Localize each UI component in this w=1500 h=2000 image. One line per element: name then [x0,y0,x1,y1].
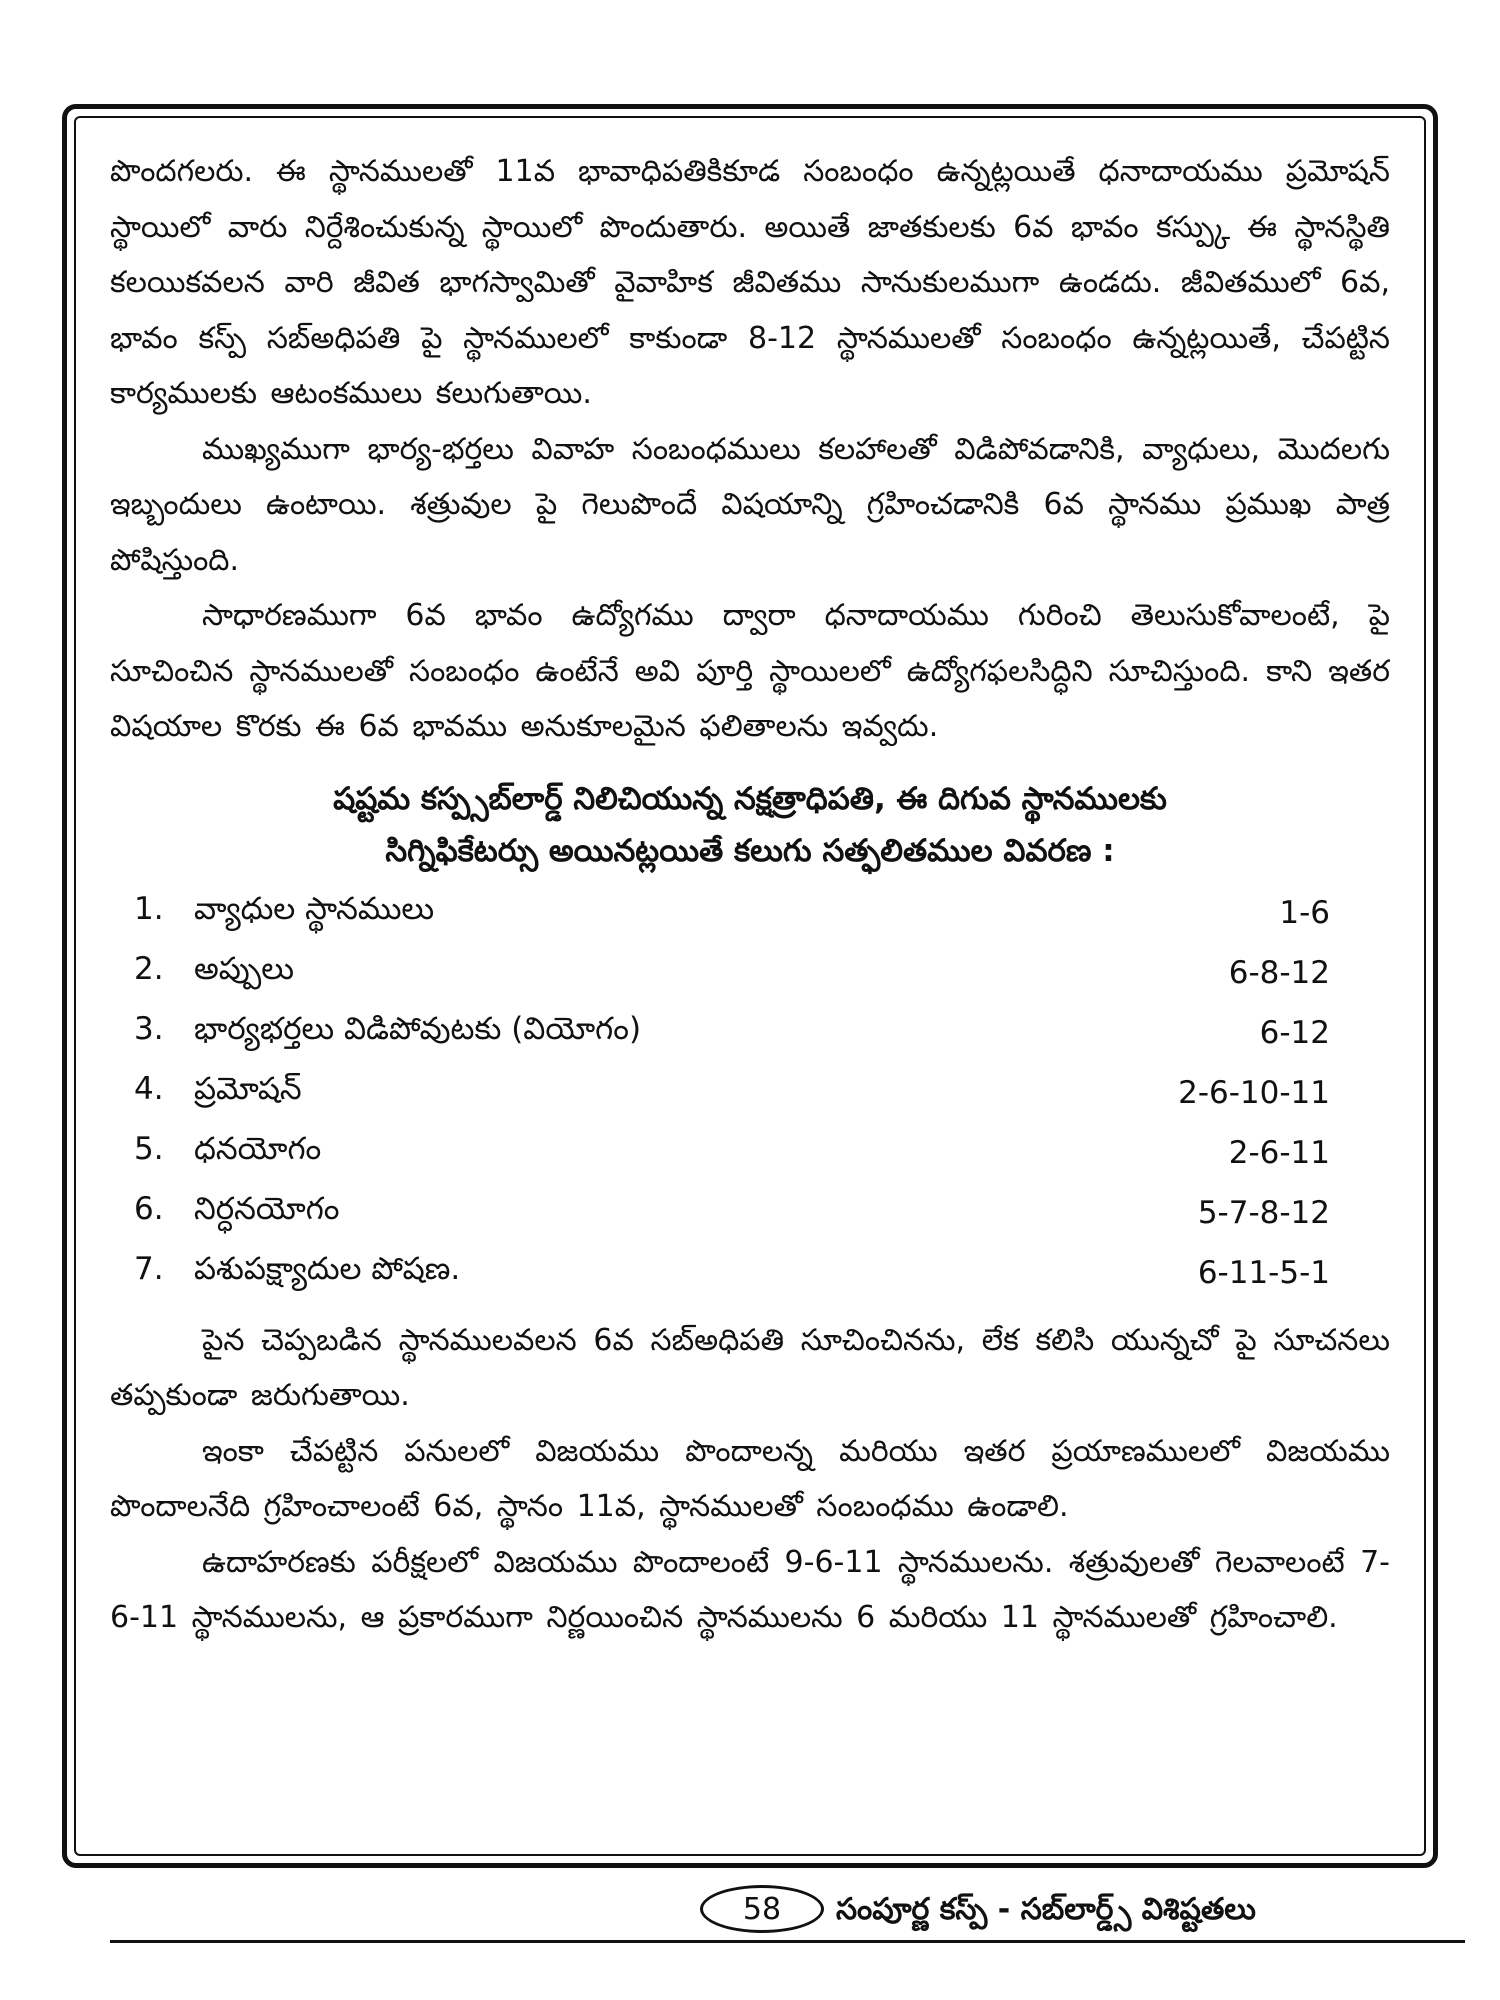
paragraph-3: సాధారణముగా 6వ భావం ఉద్యోగము ద్వారా ధనాదాయము గురించి తెలుసుకోవాలంటే, పై సూచించిన స్థానములతో సంబంధం ఉంటేనే అవి పూర్తి స్థాయిలలో ఉద్యోగఫలసిద్ధిని సూచిస్తుంది. కాని ఇతర విషయాల కొరకు ఈ 6వ భావము అనుకూలమైన ఫలితాలను ఇవ్వదు. [110,598,1390,744]
section-heading-line-2: సిగ్నిఫికేటర్సు అయినట్లయితే కలుగు సత్ఫలితముల వివరణ : [385,832,1115,869]
list-item [110,943,1390,1003]
paragraph-6: ఉదాహరణకు పరీక్షలలో విజయము పొందాలంటే 9-6-11 స్థానములను. శత్రువులతో గెలవాలంటే 7-6-11 స్థానములను, ఆ ప్రకారముగా నిర్ణయించిన స్థానములను 6 మరియు 11 స్థానములతో గ్రహించాలి. [110,1544,1390,1635]
list-item-number: 7. [134,1251,164,1287]
list-item-number: 3. [134,1011,164,1047]
list-item-number: 6. [134,1191,164,1227]
section-heading-line-1: షష్టమ కస్ప్సబ్‌లార్డ్ నిలిచియున్న నక్షత్రాధిపతి, ఈ దిగువ స్థానములకు [333,780,1167,817]
page-number: 58 [700,1885,824,1933]
list-item-number: 2. [134,951,164,987]
list-item [110,1123,1390,1183]
list-item-label: పశుపక్ష్యాదుల పోషణ. [194,1251,461,1287]
list-item-number: 5. [134,1131,164,1167]
list-item [110,883,1390,943]
list-item-label: అప్పులు [194,951,294,987]
list-item-value: 2-6-11 [1228,1134,1330,1171]
list-item-label: ధనయోగం [194,1131,322,1167]
paragraph-4: పైన చెప్పబడిన స్థానములవలన 6వ సబ్అధిపతి సూచించినను, లేక కలిసి యున్నచో పై సూచనలు తప్పకుండా జరుగుతాయి. [110,1322,1390,1413]
book-title: సంపూర్ణ కస్ప్ - సబ్‌లార్డ్స్ విశిష్టతలు [836,1892,1256,1927]
list-item-label: నిర్ధనయోగం [194,1191,340,1227]
list-item-value: 6-12 [1259,1014,1330,1051]
list-item-label: భార్యభర్తలు విడిపోవుటకు (వియోగం) [194,1011,642,1047]
paragraph-5: ఇంకా చేపట్టిన పనులలో విజయము పొందాలన్న మరియు ఇతర ప్రయాణములలో విజయము పొందాలనేది గ్రహించాలంటే 6వ, స్థానం 11వ, స్థానములతో సంబంధము ఉండాలి. [110,1433,1390,1524]
list-item-number: 4. [134,1071,164,1107]
paragraph-2: ముఖ్యముగా భార్య-భర్తలు వివాహ సంబంధములు కలహాలతో విడిపోవడానికి, వ్యాధులు, మొదలగు ఇబ్బందులు ఉంటాయి. శత్రువుల పై గెలుపొందే విషయాన్ని గ్రహించడానికి 6వ స్థానము ప్రముఖ పాత్ర పోషిస్తుంది. [110,431,1390,578]
list-item-value: 1-6 [1279,894,1330,931]
list-item-value: 2-6-10-11 [1178,1074,1330,1111]
list-item [110,1183,1390,1243]
list-item-value: 6-11-5-1 [1197,1254,1330,1291]
list-item-number: 1. [134,891,164,927]
list-item [110,1003,1390,1063]
list-item [110,1243,1390,1303]
list-item [110,1063,1390,1123]
paragraph-1: పొందగలరు. ఈ స్థానములతో 11వ భావాధిపతికికూడ సంబంధం ఉన్నట్లయితే ధనాదాయము ప్రమోషన్ స్థాయిలో వారు నిర్దేశించుకున్న స్థాయిలో పొందుతారు. అయితే జాతకులకు 6వ భావం కస్ప్కు ఈ స్థానస్థితి కలయికవలన వారి జీవిత భాగస్వామితో వైవాహిక జీవితము సానుకులముగా ఉండదు. జీవితములో 6వ, భావం కస్ప్ సబ్అధిపతి పై స్థానములలో కాకుండా 8-12 స్థానములతో సంబంధం ఉన్నట్లయితే, చేపట్టిన కార్యములకు ఆటంకములు కలుగుతాయి. [110,154,1390,411]
section-heading [110,773,1390,877]
list-item-label: ప్రమోషన్ [194,1071,302,1107]
house-significator-list [110,883,1390,1303]
page-content-frame [74,116,1426,1856]
list-item-value: 6-8-12 [1228,954,1330,991]
footer-divider [110,1940,1465,1943]
list-item-value: 5-7-8-12 [1197,1194,1330,1231]
list-item-label: వ్యాధుల స్థానములు [194,891,435,927]
